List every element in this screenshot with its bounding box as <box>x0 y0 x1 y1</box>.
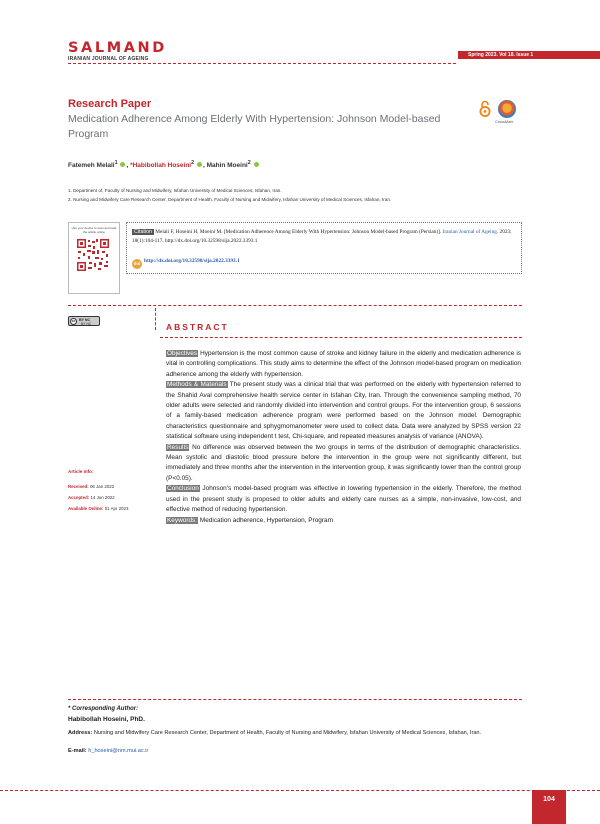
issue-info: Spring 2023. Vol 18. Issue 1 <box>458 51 600 59</box>
doi-row <box>132 258 240 269</box>
abstract-divider <box>160 337 522 338</box>
doi-link[interactable]: http://dx.doi.org/10.32598/sija.2022.3393.1 <box>144 258 240 264</box>
affiliation: 2. Nursing and Midwifery Care Research Center, Department of Health, Faculty of Nursing and Midwifery, Isfahan University of Medical Sciences, Isfahan, Iran. <box>68 197 392 202</box>
conclusion-label: Conclusion <box>167 485 199 493</box>
citation-label: Citation <box>134 229 152 235</box>
doi-icon: doi <box>132 259 142 269</box>
abstract-keywords: Keywords: Medication adherence, Hypertension, Program <box>167 516 333 524</box>
citation-text: Citation Melali F, Hoseini H, Moeini M. [Medication Adherence Among Elderly With Hypertension: Johnson Model-based Program (Persian)]. Iranian Journal of Ageing. 2023; 18(1):104-117. http://dx.doi.org/10.32598/sija.2022.3393.1 <box>132 229 512 244</box>
received-date: Received: 06 Jan 2022 <box>68 484 115 489</box>
footer-divider <box>0 790 600 818</box>
qr-code-icon[interactable] <box>76 238 110 272</box>
paper-type: Research Paper <box>68 98 152 110</box>
affiliation: 1. Department of, Faculty of Nursing and Midwifery, Isfahan University of Medical Sciences, Isfahan, Iran. <box>68 188 282 193</box>
corresponding-address: Address: Nursing and Midwifery Care Research Center, Department of Health, Faculty of Nursing and Midwifery, Isfahan University of Medical Sciences, Isfahan, Iran. <box>68 730 482 736</box>
crossmark-label: CrossMark <box>495 120 514 124</box>
corresponding-email: E-mail: h_hoseini@nm.mui.ac.ir <box>68 748 149 754</box>
qr-caption: Use your device to scan and read the article online <box>71 226 117 234</box>
correspondence-heading: * Corresponding Author: <box>68 706 139 712</box>
orcid-icon[interactable] <box>120 162 125 167</box>
orcid-icon[interactable] <box>197 162 202 167</box>
abstract-divider-vertical <box>155 308 156 330</box>
orcid-icon[interactable] <box>254 162 259 167</box>
author-name[interactable]: *Habibollah Hoseini <box>130 162 192 170</box>
keywords-label: Keywords: <box>167 516 198 524</box>
open-access-icon <box>478 100 492 118</box>
email-link[interactable]: h_hoseini@nm.mui.ac.ir <box>88 748 149 754</box>
abstract-results: Results No difference was observed between the two groups in terms of the distribution of demographic characteristics. Mean systolic and diastolic blood pressure before the intervention in the group were not significantly different, but immediately and three months after the intervention in the intervention group, it was significantly lower than the control group (P<0.05). <box>166 443 521 482</box>
author-name[interactable]: Mahin Moeini <box>206 162 248 170</box>
paper-title: Medication Adherence Among Elderly With Hypertension: Johnson Model-based Program <box>68 113 441 140</box>
journal-subtitle: IRANIAN JOURNAL OF AGEING <box>68 56 149 62</box>
abstract-methods: Methods & Materials The present study was a clinical trial that was performed on the elderly with hypertension referred to the Shahid Aval comprehensive health service center in Isfahan City, Iran. Through the convenience sampling method, 70 older adults were selected and randomly divided into intervention and control groups. For the intervention group, 6 sessions of a family-based medication adherence program were performed based on the Johnson model. Demographic characteristics questionnaire and sphygmomanometer were used to collect data. Data were analyzed by SPSS version 22 statistical software using independent t test, Chi-square, and repeated measures analysis of variance (ANOVA). <box>166 381 521 441</box>
online-date: Available Online: 01 Apr 2023 <box>68 506 129 511</box>
accepted-date: Accepted: 14 Jun 2022 <box>68 495 115 500</box>
header-divider <box>68 63 456 64</box>
cc-license-icon[interactable]: cc BY NC BY NC <box>68 316 100 326</box>
crossmark-icon[interactable] <box>498 100 516 118</box>
journal-link[interactable]: Iranian Journal of Ageing. <box>442 229 499 235</box>
section-divider <box>68 305 522 306</box>
author-list: Fatemeh Melali$^1$ , *Habibollah Hoseini$^2$ , Mahin Moeini$^2$ <box>68 160 260 169</box>
abstract-objectives: Objectives Hypertension is the most common cause of stroke and kidney failure in the elderly and medication adherence is vital in controlling complications. This study aims to determine the effect of the Johnson model-based program on medication adherence among the elderly with hypertension. <box>166 350 521 378</box>
correspondence-divider <box>68 699 522 700</box>
abstract-body <box>166 349 521 526</box>
corresponding-author-name: Habibollah Hoseini, PhD. <box>68 716 145 723</box>
page-number: 104 <box>532 790 566 824</box>
author-name[interactable]: Fatemeh Melali <box>68 162 115 170</box>
methods-label: Methods & Materials <box>167 381 227 389</box>
results-label: Results <box>167 443 189 451</box>
journal-logo: SALMAND <box>68 40 167 56</box>
abstract-heading: ABSTRACT <box>166 322 229 332</box>
article-info-heading: Article Info: <box>68 469 94 474</box>
objectives-label: Objectives <box>167 350 198 357</box>
abstract-conclusion: Conclusion Johnson's model-based program was effective in lowering hypertension in the elderly. Therefore, the method used in the present study is proposed to older adults and elderly care nurses as a simple, non-invasive, low-cost, and effective method of reducing hypertension. <box>166 485 521 514</box>
